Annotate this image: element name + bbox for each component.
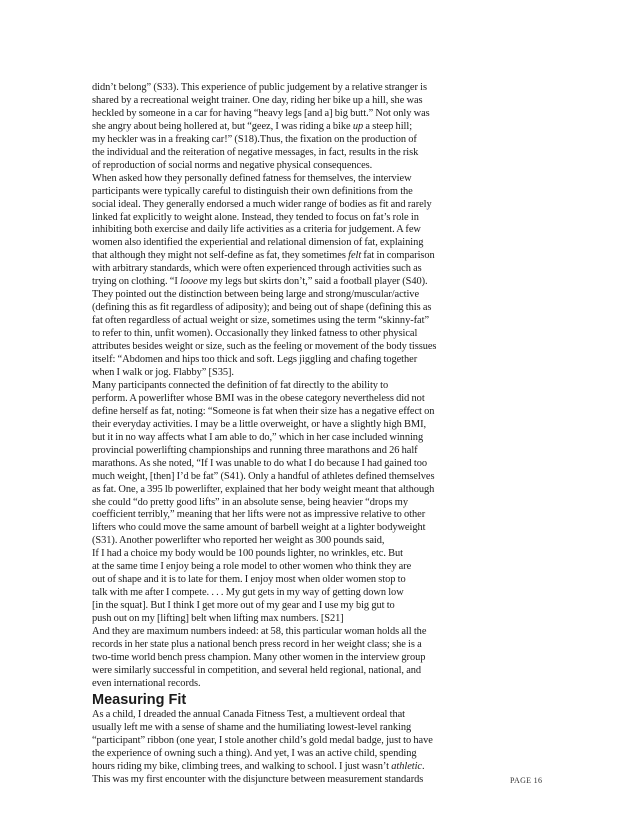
text-line: participants were typically careful to distinguish their own definitions from the [92, 185, 413, 197]
text-line: As a child, I dreaded the annual Canada Fitness Test, a multievent ordeal that [92, 708, 406, 720]
text-line: my heckler was in a freaking car!” (S18).Thus, the fixation on the production of [92, 133, 417, 145]
emphasis: up [352, 120, 364, 132]
body-text [92, 82, 562, 787]
text-line: as fat. One, a 395 lb powerlifter, explained that her body weight meant that although [92, 483, 435, 495]
text-line: when I walk or jog. Flabby” [S35]. [92, 366, 234, 378]
text-line: This was my first encounter with the disjuncture between measurement standards [92, 773, 424, 785]
text-line: she angry about being hollered at, but “geez, I was riding a bike up a steep hill; [92, 120, 413, 132]
text-line: linked fat explicitly to weight alone. Instead, they tended to focus on fat’s role in [92, 211, 419, 223]
text-line: If I had a choice my body would be 100 pounds lighter, no wrinkles, etc. But [92, 548, 404, 560]
text-line: the individual and the reiteration of negative messages, in fact, results in the risk [92, 146, 419, 158]
text-line: provincial powerlifting championships and running three marathons and 26 half [92, 444, 418, 456]
text-line: two-time world bench press champion. Many other women in the interview group [92, 651, 426, 663]
emphasis: looove [179, 276, 208, 288]
text-line: with arbitrary standards, which were often experienced through activities such as [92, 263, 422, 275]
text-line: talk with me after I compete. . . . My gut gets in my way of getting down low [92, 587, 404, 599]
section-heading: Measuring Fit [92, 691, 187, 708]
text-line: And they are maximum numbers indeed: at 58, this particular woman holds all the [92, 626, 427, 638]
text-line: usually left me with a sense of shame and the humiliating lowest-level ranking [92, 721, 412, 733]
page-number: PAGE 16 [510, 776, 543, 785]
text-line: itself: “Abdomen and hips too thick and soft. Legs jiggling and chafing together [92, 354, 418, 366]
text-line: marathons. As she noted, “If I was unable to do what I do because I had gained too [92, 457, 428, 469]
text-line: “participant” ribbon (one year, I stole another child’s gold medal badge, just to have [92, 734, 433, 746]
emphasis: felt [348, 250, 362, 262]
text-line: were similarly successful in competition, and several held regional, national, and [92, 664, 422, 676]
text-line: They pointed out the distinction between being large and strong/muscular/active [92, 289, 420, 301]
text-line: heckled by someone in a car for having “heavy legs [and a] big butt.” Not only was [92, 107, 430, 119]
text-line: she could “do pretty good lifts” in an absolute sense, being heavier “drops my [92, 496, 408, 508]
emphasis: athletic [391, 760, 422, 772]
text-line: fat often regardless of actual weight or size, sometimes using the term “skinny-fat” [92, 315, 429, 327]
text-line: of reproduction of social norms and negative physical consequences. [92, 159, 373, 171]
text-line: out of shape and it is to late for them. I enjoy most when older women stop to [92, 574, 406, 586]
text-line: women also identified the experiential and relational dimension of fat, explaining [92, 237, 424, 249]
text-line: Many participants connected the definition of fat directly to the ability to [92, 379, 389, 391]
text-line: the experience of owning such a thing). And yet, I was an active child, spending [92, 747, 417, 759]
text-line: [in the squat]. But I think I get more out of my gear and I use my big gut to [92, 600, 395, 612]
text-line: records in her state plus a national bench press record in her weight class; she is a [92, 638, 422, 650]
paragraph [92, 173, 562, 380]
text-line: at the same time I enjoy being a role model to other women who think they are [92, 561, 412, 573]
text-line: their everyday activities. I may be a little overweight, or have a slightly high BMI, [92, 418, 427, 430]
text-line: that although they might not self-define as fat, they sometimes felt fat in comparison [92, 250, 435, 262]
text-line: didn’t belong” (S33). This experience of public judgement by a relative stranger is [92, 82, 427, 93]
text-line: hours riding my bike, climbing trees, and walking to school. I just wasn’t athletic. [92, 760, 425, 772]
text-line: When asked how they personally defined fatness for themselves, the interview [92, 172, 412, 184]
text-line: define herself as fat, noting: “Someone is fat when their size has a negative effect on [92, 405, 435, 417]
text-line: even international records. [92, 677, 201, 689]
text-line: but it in no way affects what I am able to do,” which in her case included winning [92, 431, 424, 443]
text-line: inhibiting both exercise and daily life activities as a criteria for judgement. A few [92, 224, 421, 236]
text-line: trying on clothing. “I looove my legs but skirts don’t,” said a football player (S40). [92, 276, 428, 288]
text-line: (S31). Another powerlifter who reported her weight as 300 pounds said, [92, 535, 385, 547]
text-line: shared by a recreational weight trainer. One day, riding her bike up a hill, she was [92, 94, 423, 106]
paragraph [92, 82, 562, 173]
text-line: attributes besides weight or size, such as the feeling or movement of the body tissues [92, 341, 437, 353]
text-line: push out on my [lifting] belt when lifting max numbers. [S21] [92, 613, 344, 625]
text-line: perform. A powerlifter whose BMI was in the obese category nevertheless did not [92, 392, 425, 404]
text-line: to refer to thin, unfit women). Occasionally they linked fatness to other physical [92, 328, 418, 340]
paragraph [92, 380, 562, 691]
text-line: (defining this as fit regardless of adiposity); and being out of shape (defining this as [92, 302, 432, 314]
text-line: lifters who could move the same amount of barbell weight at a lighter bodyweight [92, 522, 426, 534]
text-line: much weight, [then] I’d be fat” (S41). Only a handful of athletes defined themselves [92, 470, 435, 482]
text-line: social ideal. They generally endorsed a much wider range of bodies as fit and rarely [92, 198, 432, 210]
paragraph [92, 709, 562, 787]
text-line: coefficient terribly,” meaning that her lifts were not as impressive relative to other [92, 509, 426, 521]
